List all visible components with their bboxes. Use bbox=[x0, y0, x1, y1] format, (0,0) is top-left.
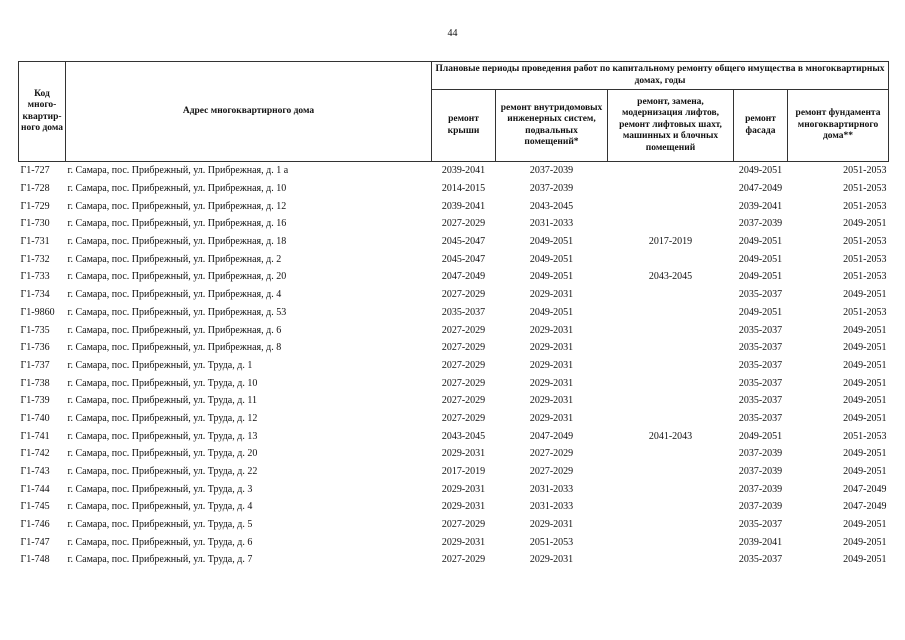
cell-facade: 2035-2037 bbox=[738, 359, 783, 371]
cell-facade: 2035-2037 bbox=[738, 519, 783, 531]
cell-roof: 2027-2029 bbox=[441, 289, 486, 301]
cell-address: г. Самара, пос. Прибрежный, ул. Труда, д. 20 bbox=[67, 448, 258, 460]
cell-roof: 2027-2029 bbox=[441, 359, 486, 371]
cell-roof: 2029-2031 bbox=[441, 536, 486, 548]
table-row bbox=[19, 427, 889, 445]
cell-elevators bbox=[608, 304, 734, 322]
cell-address: г. Самара, пос. Прибрежный, ул. Прибрежная, д. 8 bbox=[67, 342, 282, 354]
cell-engineering: 2029-2031 bbox=[529, 342, 574, 354]
cell-foundation: 2049-2051 bbox=[843, 395, 887, 407]
cell-foundation: 2049-2051 bbox=[843, 554, 887, 566]
cell-address: г. Самара, пос. Прибрежный, ул. Прибрежная, д. 10 bbox=[67, 183, 287, 195]
cell-foundation: 2049-2051 bbox=[843, 324, 887, 336]
cell-engineering: 2043-2045 bbox=[529, 200, 574, 212]
cell-code: Г1-739 bbox=[20, 395, 50, 407]
table-row bbox=[19, 533, 889, 551]
cell-facade: 2049-2051 bbox=[738, 236, 783, 248]
cell-code: Г1-747 bbox=[20, 536, 50, 548]
cell-foundation: 2047-2049 bbox=[843, 501, 887, 513]
cell-code: Г1-742 bbox=[20, 448, 50, 460]
cell-foundation: 2049-2051 bbox=[843, 412, 887, 424]
table-row bbox=[19, 551, 889, 569]
table-row bbox=[19, 357, 889, 375]
cell-engineering: 2037-2039 bbox=[496, 162, 608, 180]
cell-code: Г1-744 bbox=[20, 483, 50, 495]
cell-elevators bbox=[608, 551, 734, 569]
cell-facade: 2035-2037 bbox=[738, 554, 783, 566]
cell-elevators bbox=[608, 533, 734, 551]
cell-engineering: 2037-2039 bbox=[529, 183, 574, 195]
table-row bbox=[19, 463, 889, 481]
cell-foundation: 2051-2053 bbox=[843, 306, 887, 318]
cell-engineering: 2029-2031 bbox=[529, 395, 574, 407]
cell-engineering: 2027-2029 bbox=[529, 466, 574, 478]
cell-facade: 2035-2037 bbox=[738, 324, 783, 336]
cell-elevators bbox=[608, 480, 734, 498]
cell-roof: 2045-2047 bbox=[441, 253, 486, 265]
cell-roof: 2027-2029 bbox=[441, 377, 486, 389]
cell-facade: 2049-2051 bbox=[734, 162, 788, 180]
cell-address: г. Самара, пос. Прибрежный, ул. Прибрежная, д. 2 bbox=[67, 253, 282, 265]
cell-facade: 2037-2039 bbox=[738, 466, 783, 478]
cell-address: г. Самара, пос. Прибрежный, ул. Труда, д. 10 bbox=[67, 377, 258, 389]
cell-foundation: 2051-2053 bbox=[843, 183, 887, 195]
cell-elevators bbox=[608, 215, 734, 233]
cell-engineering: 2029-2031 bbox=[529, 519, 574, 531]
cell-elevators bbox=[608, 498, 734, 516]
cell-code: Г1-741 bbox=[20, 430, 50, 442]
cell-code: Г1-745 bbox=[20, 501, 50, 513]
table-row bbox=[19, 180, 889, 198]
cell-code: Г1-738 bbox=[20, 377, 50, 389]
cell-address: г. Самара, пос. Прибрежный, ул. Труда, д. 7 bbox=[67, 554, 253, 566]
cell-facade: 2049-2051 bbox=[738, 253, 783, 265]
header-code: Код много-квартир-ного дома bbox=[19, 62, 66, 162]
cell-facade: 2049-2051 bbox=[738, 271, 783, 283]
cell-code: Г1-727 bbox=[19, 162, 66, 180]
cell-engineering: 2029-2031 bbox=[529, 554, 574, 566]
cell-elevators bbox=[608, 339, 734, 357]
header-roof: ремонт крыши bbox=[432, 90, 496, 162]
cell-roof: 2029-2031 bbox=[441, 448, 486, 460]
cell-roof: 2029-2031 bbox=[441, 501, 486, 513]
cell-code: Г1-748 bbox=[20, 554, 50, 566]
table-row bbox=[19, 250, 889, 268]
header-facade: ремонт фасада bbox=[734, 90, 788, 162]
cell-roof: 2027-2029 bbox=[441, 342, 486, 354]
cell-roof: 2039-2041 bbox=[432, 162, 496, 180]
cell-elevators bbox=[608, 374, 734, 392]
cell-address: г. Самара, пос. Прибрежный, ул. Труда, д. 6 bbox=[67, 536, 253, 548]
cell-code: Г1-729 bbox=[20, 200, 50, 212]
cell-elevators bbox=[608, 321, 734, 339]
table-row bbox=[19, 410, 889, 428]
cell-engineering: 2049-2051 bbox=[529, 253, 574, 265]
table-row bbox=[19, 374, 889, 392]
cell-address: г. Самара, пос. Прибрежный, ул. Прибрежная, д. 12 bbox=[67, 200, 287, 212]
cell-foundation: 2049-2051 bbox=[843, 377, 887, 389]
cell-elevators bbox=[608, 463, 734, 481]
cell-facade: 2035-2037 bbox=[738, 342, 783, 354]
cell-address: г. Самара, пос. Прибрежный, ул. Труда, д. 3 bbox=[67, 483, 253, 495]
cell-foundation: 2049-2051 bbox=[843, 289, 887, 301]
cell-roof: 2035-2037 bbox=[441, 306, 486, 318]
cell-roof: 2045-2047 bbox=[441, 236, 486, 248]
cell-engineering: 2029-2031 bbox=[529, 324, 574, 336]
cell-elevators: 2041-2043 bbox=[648, 430, 693, 442]
cell-engineering: 2051-2053 bbox=[529, 536, 574, 548]
cell-foundation: 2049-2051 bbox=[843, 536, 887, 548]
cell-roof: 2029-2031 bbox=[441, 483, 486, 495]
cell-facade: 2039-2041 bbox=[738, 200, 783, 212]
table-row bbox=[19, 304, 889, 322]
cell-facade: 2035-2037 bbox=[738, 412, 783, 424]
cell-code: Г1-728 bbox=[20, 183, 50, 195]
cell-facade: 2035-2037 bbox=[738, 395, 783, 407]
table-row bbox=[19, 162, 889, 180]
cell-elevators bbox=[608, 197, 734, 215]
cell-code: Г1-732 bbox=[20, 253, 50, 265]
cell-code: Г1-746 bbox=[20, 519, 50, 531]
cell-address: г. Самара, пос. Прибрежный, ул. Прибрежная, д. 18 bbox=[67, 236, 287, 248]
cell-roof: 2014-2015 bbox=[441, 183, 486, 195]
cell-facade: 2035-2037 bbox=[738, 289, 783, 301]
cell-elevators bbox=[608, 410, 734, 428]
page-number: 44 bbox=[447, 28, 458, 39]
cell-engineering: 2029-2031 bbox=[529, 377, 574, 389]
cell-facade: 2037-2039 bbox=[738, 483, 783, 495]
cell-roof: 2027-2029 bbox=[441, 554, 486, 566]
cell-engineering: 2047-2049 bbox=[529, 430, 574, 442]
cell-roof: 2027-2029 bbox=[441, 324, 486, 336]
cell-code: Г1-740 bbox=[20, 412, 50, 424]
cell-foundation: 2049-2051 bbox=[843, 448, 887, 460]
cell-code: Г1-731 bbox=[20, 236, 50, 248]
cell-foundation: 2051-2053 bbox=[843, 200, 887, 212]
table-row bbox=[19, 516, 889, 534]
table-row bbox=[19, 445, 889, 463]
header-foundation: ремонт фундамента многоквартирного дома** bbox=[788, 90, 889, 162]
cell-address: г. Самара, пос. Прибрежный, ул. Труда, д. 5 bbox=[67, 519, 253, 531]
header-periods-group: Плановые периоды проведения работ по капитальному ремонту общего имущества в многоквартирных домах, годы bbox=[432, 62, 889, 90]
cell-address: г. Самара, пос. Прибрежный, ул. Прибрежная, д. 16 bbox=[67, 218, 287, 230]
cell-facade: 2049-2051 bbox=[738, 306, 783, 318]
cell-address: г. Самара, пос. Прибрежный, ул. Труда, д. 22 bbox=[67, 466, 258, 478]
cell-code: Г1-737 bbox=[20, 359, 50, 371]
cell-foundation: 2049-2051 bbox=[843, 342, 887, 354]
cell-engineering: 2027-2029 bbox=[529, 448, 574, 460]
cell-address: г. Самара, пос. Прибрежный, ул. Труда, д. 1 bbox=[67, 359, 253, 371]
cell-facade: 2035-2037 bbox=[738, 377, 783, 389]
cell-code: Г1-9860 bbox=[20, 306, 55, 318]
cell-engineering: 2029-2031 bbox=[529, 412, 574, 424]
cell-elevators bbox=[608, 162, 734, 180]
table-row bbox=[19, 286, 889, 304]
cell-address: г. Самара, пос. Прибрежный, ул. Прибрежная, д. 1 а bbox=[66, 162, 432, 180]
table-row bbox=[19, 197, 889, 215]
cell-facade: 2037-2039 bbox=[738, 218, 783, 230]
cell-foundation: 2051-2053 bbox=[788, 162, 889, 180]
cell-roof: 2039-2041 bbox=[441, 200, 486, 212]
cell-foundation: 2049-2051 bbox=[843, 218, 887, 230]
cell-elevators bbox=[608, 392, 734, 410]
header-elevators: ремонт, замена, модернизация лифтов, ремонт лифтовых шахт, машинных и блочных помещений bbox=[608, 90, 734, 162]
cell-facade: 2047-2049 bbox=[738, 183, 783, 195]
header-address: Адрес многоквартирного дома bbox=[66, 62, 432, 162]
table-row bbox=[19, 233, 889, 251]
cell-elevators bbox=[608, 445, 734, 463]
cell-code: Г1-735 bbox=[20, 324, 50, 336]
cell-foundation: 2049-2051 bbox=[843, 359, 887, 371]
cell-roof: 2043-2045 bbox=[441, 430, 486, 442]
cell-roof: 2027-2029 bbox=[441, 412, 486, 424]
table-row bbox=[19, 215, 889, 233]
cell-engineering: 2049-2051 bbox=[529, 306, 574, 318]
table-row bbox=[19, 268, 889, 286]
cell-foundation: 2051-2053 bbox=[843, 236, 887, 248]
cell-code: Г1-743 bbox=[20, 466, 50, 478]
cell-elevators: 2017-2019 bbox=[648, 236, 693, 248]
cell-roof: 2027-2029 bbox=[441, 218, 486, 230]
table-row bbox=[19, 321, 889, 339]
cell-engineering: 2029-2031 bbox=[529, 289, 574, 301]
cell-roof: 2027-2029 bbox=[441, 395, 486, 407]
cell-elevators bbox=[608, 180, 734, 198]
cell-elevators bbox=[608, 516, 734, 534]
cell-foundation: 2049-2051 bbox=[843, 466, 887, 478]
table-body bbox=[19, 162, 889, 569]
cell-elevators bbox=[608, 357, 734, 375]
cell-engineering: 2029-2031 bbox=[529, 359, 574, 371]
cell-address: г. Самара, пос. Прибрежный, ул. Труда, д. 4 bbox=[67, 501, 253, 513]
cell-elevators bbox=[608, 286, 734, 304]
table-row bbox=[19, 498, 889, 516]
header-engineering: ремонт внутридомовых инженерных систем, подвальных помещений* bbox=[496, 90, 608, 162]
cell-roof: 2047-2049 bbox=[441, 271, 486, 283]
cell-code: Г1-736 bbox=[20, 342, 50, 354]
cell-elevators: 2043-2045 bbox=[648, 271, 693, 283]
cell-engineering: 2031-2033 bbox=[529, 218, 574, 230]
cell-code: Г1-730 bbox=[20, 218, 50, 230]
cell-address: г. Самара, пос. Прибрежный, ул. Труда, д. 11 bbox=[67, 395, 257, 407]
cell-code: Г1-733 bbox=[20, 271, 50, 283]
cell-roof: 2027-2029 bbox=[441, 519, 486, 531]
table-row bbox=[19, 392, 889, 410]
cell-foundation: 2051-2053 bbox=[843, 430, 887, 442]
cell-address: г. Самара, пос. Прибрежный, ул. Прибрежная, д. 20 bbox=[67, 271, 287, 283]
cell-facade: 2039-2041 bbox=[738, 536, 783, 548]
cell-address: г. Самара, пос. Прибрежный, ул. Прибрежная, д. 53 bbox=[67, 306, 287, 318]
cell-engineering: 2049-2051 bbox=[529, 271, 574, 283]
cell-address: г. Самара, пос. Прибрежный, ул. Труда, д. 13 bbox=[67, 430, 258, 442]
cell-foundation: 2047-2049 bbox=[843, 483, 887, 495]
cell-address: г. Самара, пос. Прибрежный, ул. Труда, д. 12 bbox=[67, 412, 258, 424]
cell-roof: 2017-2019 bbox=[441, 466, 486, 478]
cell-foundation: 2049-2051 bbox=[843, 519, 887, 531]
cell-code: Г1-734 bbox=[20, 289, 50, 301]
repair-schedule-table bbox=[18, 61, 889, 569]
cell-facade: 2049-2051 bbox=[738, 430, 783, 442]
cell-engineering: 2031-2033 bbox=[529, 483, 574, 495]
table-row bbox=[19, 339, 889, 357]
table-row bbox=[19, 480, 889, 498]
cell-address: г. Самара, пос. Прибрежный, ул. Прибрежная, д. 4 bbox=[67, 289, 282, 301]
cell-foundation: 2051-2053 bbox=[843, 253, 887, 265]
cell-facade: 2037-2039 bbox=[738, 448, 783, 460]
cell-foundation: 2051-2053 bbox=[843, 271, 887, 283]
cell-elevators bbox=[608, 250, 734, 268]
cell-engineering: 2049-2051 bbox=[529, 236, 574, 248]
cell-engineering: 2031-2033 bbox=[529, 501, 574, 513]
cell-address: г. Самара, пос. Прибрежный, ул. Прибрежная, д. 6 bbox=[67, 324, 282, 336]
cell-facade: 2037-2039 bbox=[738, 501, 783, 513]
